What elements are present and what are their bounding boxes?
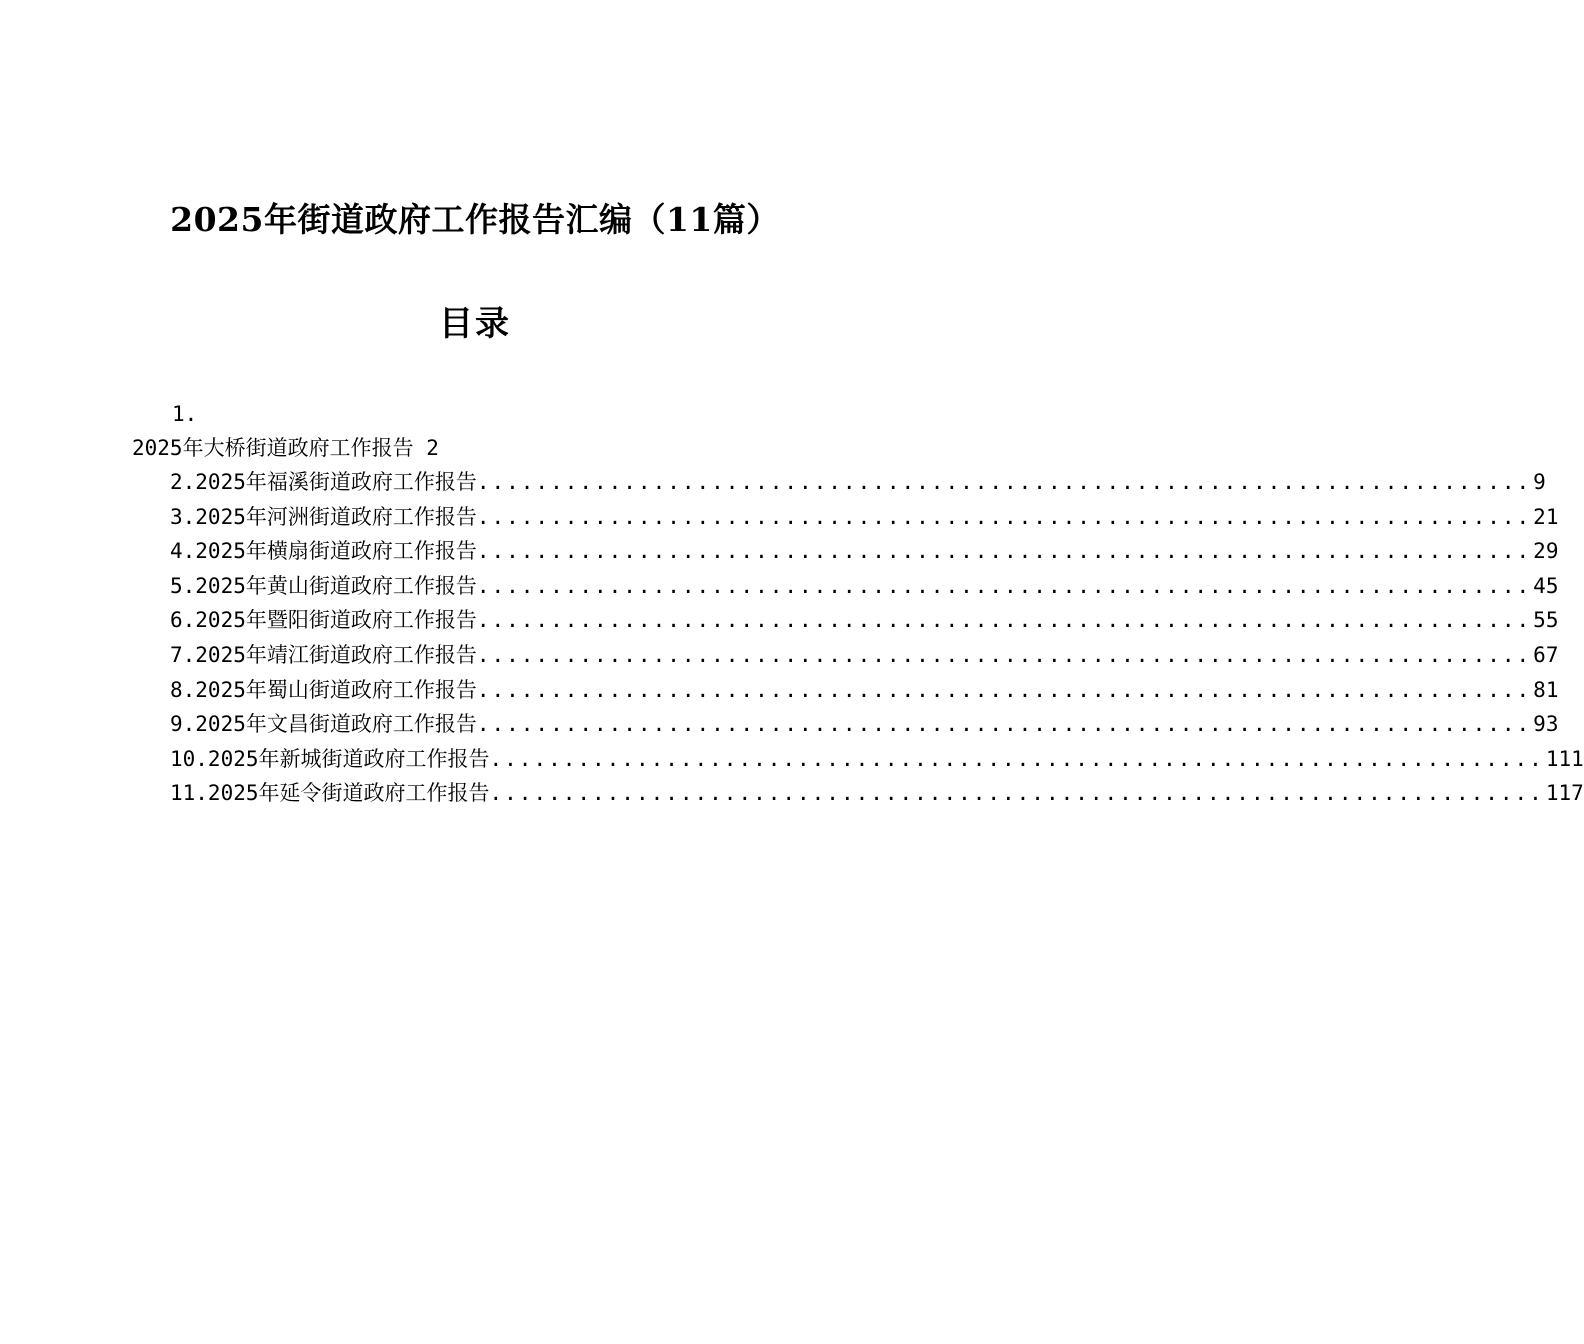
dot-leader: ........................................................................ bbox=[476, 712, 1532, 737]
toc-entry[interactable] bbox=[170, 638, 1559, 673]
toc-entry-page: 93 bbox=[1533, 712, 1559, 737]
toc-entry-page: 45 bbox=[1533, 573, 1559, 598]
toc-list bbox=[170, 465, 1584, 811]
toc-entry-label: 2.2025年福溪街道政府工作报告 bbox=[170, 470, 477, 494]
dot-leader: ........................................................................ bbox=[489, 781, 1544, 806]
toc-entry-label: 4.2025年横扇街道政府工作报告 bbox=[170, 539, 477, 564]
toc-entry-page: 117 bbox=[1545, 781, 1584, 806]
toc-entry-page: 21 bbox=[1533, 504, 1559, 529]
toc-entry-label: 7.2025年靖江街道政府工作报告 bbox=[170, 642, 477, 667]
toc-entry-page: 81 bbox=[1533, 677, 1559, 702]
toc-entry-page: 29 bbox=[1533, 539, 1559, 564]
toc-heading: 目录 bbox=[439, 304, 511, 344]
toc-entry[interactable] bbox=[170, 707, 1559, 742]
toc-entry-1-page: 2 bbox=[426, 436, 439, 460]
toc-entry-1[interactable] bbox=[132, 431, 439, 465]
toc-entry[interactable] bbox=[170, 569, 1559, 604]
toc-entry-label: 6.2025年暨阳街道政府工作报告 bbox=[170, 608, 477, 633]
toc-entry-label: 8.2025年蜀山街道政府工作报告 bbox=[170, 677, 477, 702]
dot-leader: ........................................................................ bbox=[489, 746, 1544, 771]
toc-entry-page: 9 bbox=[1533, 470, 1546, 494]
dot-leader: ........................................................................ bbox=[476, 608, 1532, 633]
toc-entry-page: 67 bbox=[1533, 642, 1559, 667]
toc-entry[interactable] bbox=[170, 534, 1559, 569]
toc-entry[interactable] bbox=[170, 742, 1584, 777]
dot-leader: ........................................................................ bbox=[476, 504, 1532, 529]
toc-entry-label: 5.2025年黄山街道政府工作报告 bbox=[170, 573, 477, 598]
toc-entry-label: 10.2025年新城街道政府工作报告 bbox=[170, 746, 490, 771]
toc-entry-1-label: 2025年大桥街道政府工作报告 bbox=[132, 436, 414, 460]
toc-entry[interactable] bbox=[170, 603, 1559, 638]
toc-entry[interactable] bbox=[170, 500, 1559, 535]
toc-entry-label: 3.2025年河洲街道政府工作报告 bbox=[170, 504, 477, 529]
toc-entry-label: 11.2025年延令街道政府工作报告 bbox=[170, 781, 490, 806]
toc-entry[interactable] bbox=[170, 465, 1546, 500]
toc-entry-page: 111 bbox=[1545, 746, 1584, 771]
document-title: 2025年街道政府工作报告汇编（11篇） bbox=[170, 200, 780, 239]
dot-leader: ........................................................................ bbox=[476, 642, 1532, 667]
toc-entry[interactable] bbox=[170, 673, 1559, 708]
toc-entry-label: 9.2025年文昌街道政府工作报告 bbox=[170, 712, 477, 737]
dot-leader: ........................................................................ bbox=[476, 573, 1532, 598]
toc-entry-page: 55 bbox=[1533, 608, 1559, 633]
toc-entry[interactable] bbox=[170, 776, 1584, 811]
dot-leader: ........................................................................ bbox=[476, 539, 1532, 564]
dot-leader: ........................................................................ bbox=[476, 677, 1532, 702]
toc-entry-1-number: 1. bbox=[172, 402, 198, 426]
dot-leader: ........................................................................ bbox=[476, 470, 1532, 494]
